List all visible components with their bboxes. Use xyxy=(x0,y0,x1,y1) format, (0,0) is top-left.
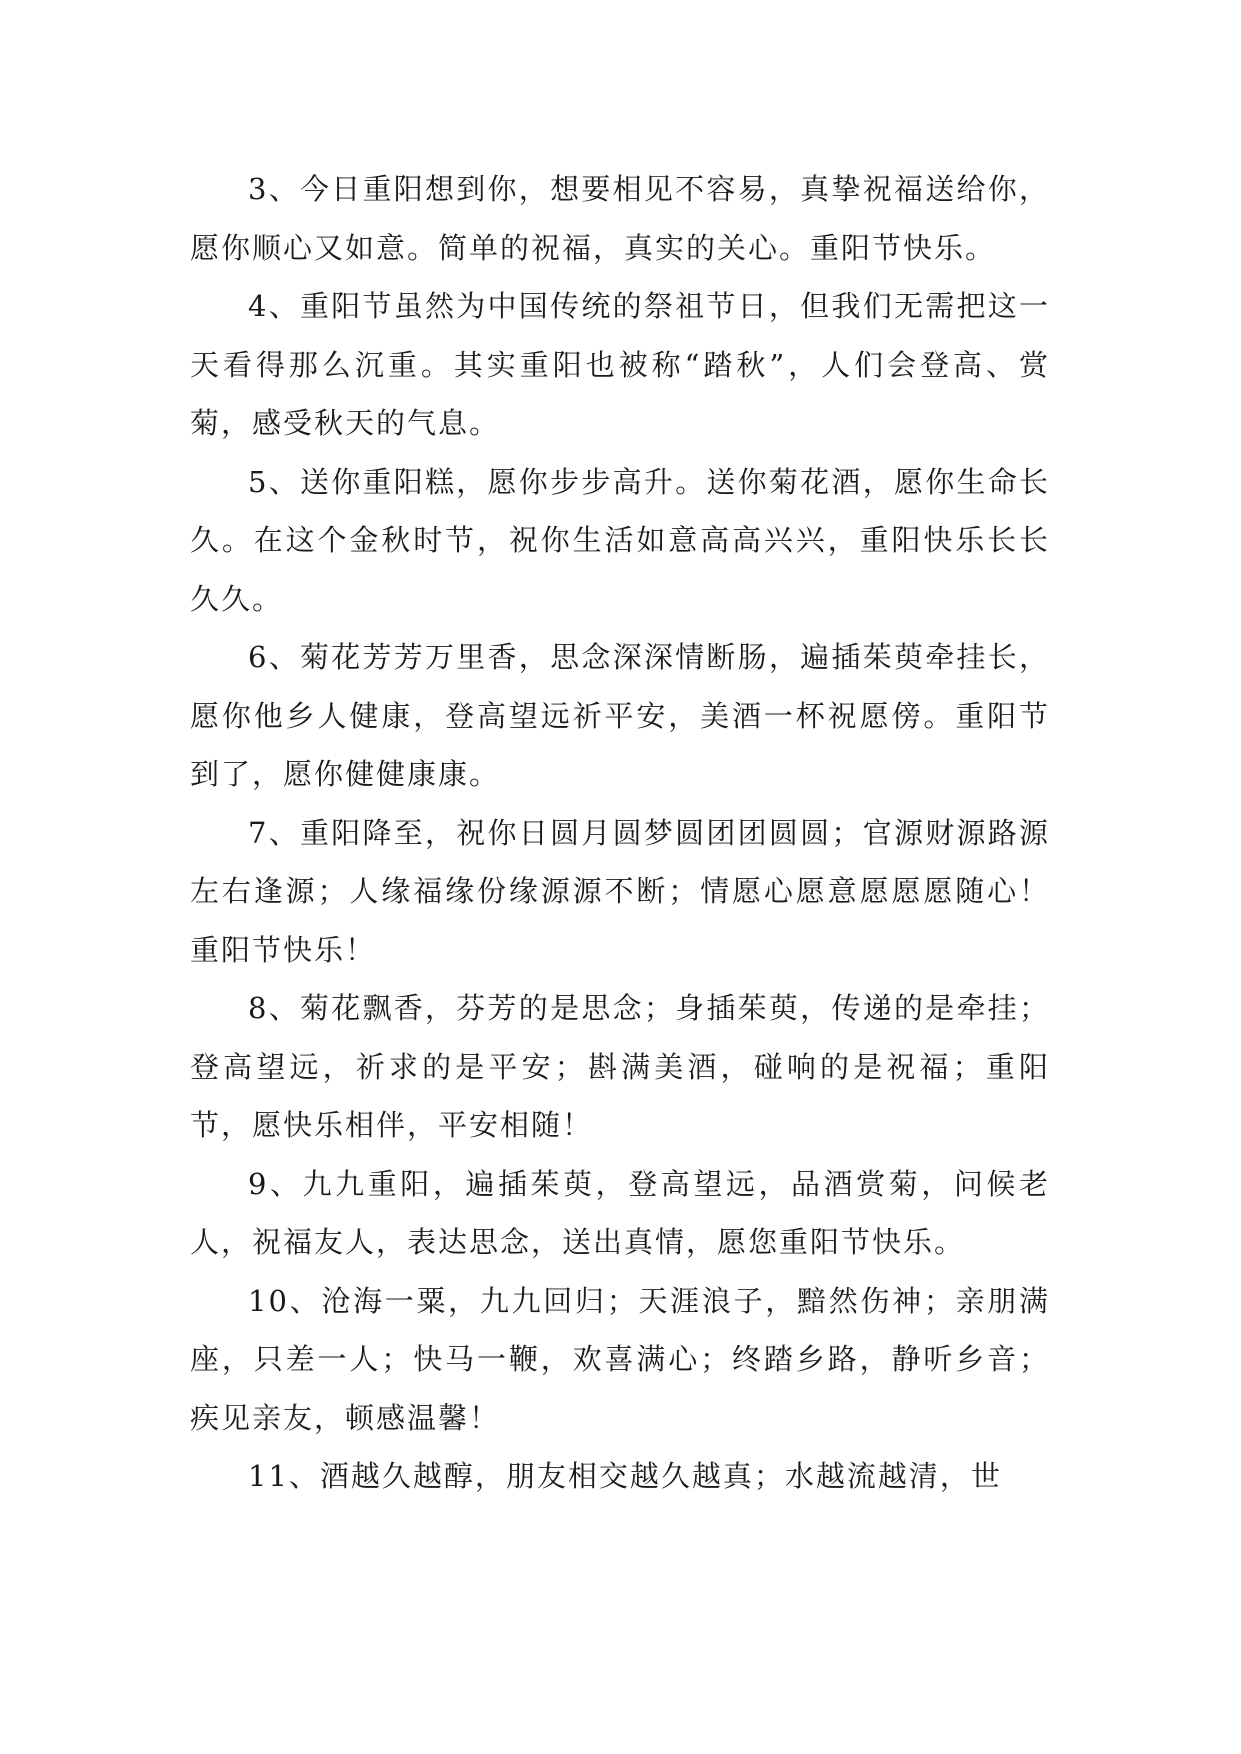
paragraph-6: 6、菊花芳芳万里香，思念深深情断肠，遍插茱萸牵挂长，愿你他乡人健康，登高望远祈平安，美酒一杯祝愿傍。重阳节到了，愿你健健康康。 xyxy=(190,640,1050,791)
paragraph-5: 5、送你重阳糕，愿你步步高升。送你菊花酒，愿你生命长久。在这个金秋时节，祝你生活如意高高兴兴，重阳快乐长长久久。 xyxy=(190,464,1050,616)
paragraph-10: 10、沧海一粟，九九回归；天涯浪子，黯然伤神；亲朋满座，只差一人；快马一鞭，欢喜满心；终踏乡路，静听乡音；疾见亲友，顿感温馨！ xyxy=(190,1283,1050,1435)
paragraph-4: 4、重阳节虽然为中国传统的祭祖节日，但我们无需把这一天看得那么沉重。其实重阳也被称“踏秋”，人们会登高、赏菊，感受秋天的气息。 xyxy=(190,289,1050,440)
paragraph-3: 3、今日重阳想到你，想要相见不容易，真挚祝福送给你，愿你顺心又如意。简单的祝福，真实的关心。重阳节快乐。 xyxy=(190,172,1050,265)
paragraph-11: 11、酒越久越醇，朋友相交越久越真；水越流越清，世 xyxy=(248,1459,1002,1493)
paragraph-7: 7、重阳降至，祝你日圆月圆梦圆团团圆圆；官源财源路源左右逢源；人缘福缘份缘源源不断；情愿心愿意愿愿愿随心！重阳节快乐！ xyxy=(190,815,1050,967)
document-body xyxy=(190,160,1050,1506)
paragraph-8: 8、菊花飘香，芬芳的是思念；身插茱萸，传递的是牵挂；登高望远，祈求的是平安；斟满美酒，碰响的是祝福；重阳节，愿快乐相伴，平安相随！ xyxy=(190,991,1050,1142)
paragraph-9: 9、九九重阳，遍插茱萸，登高望远，品酒赏菊，问候老人，祝福友人，表达思念，送出真情，愿您重阳节快乐。 xyxy=(190,1166,1050,1259)
